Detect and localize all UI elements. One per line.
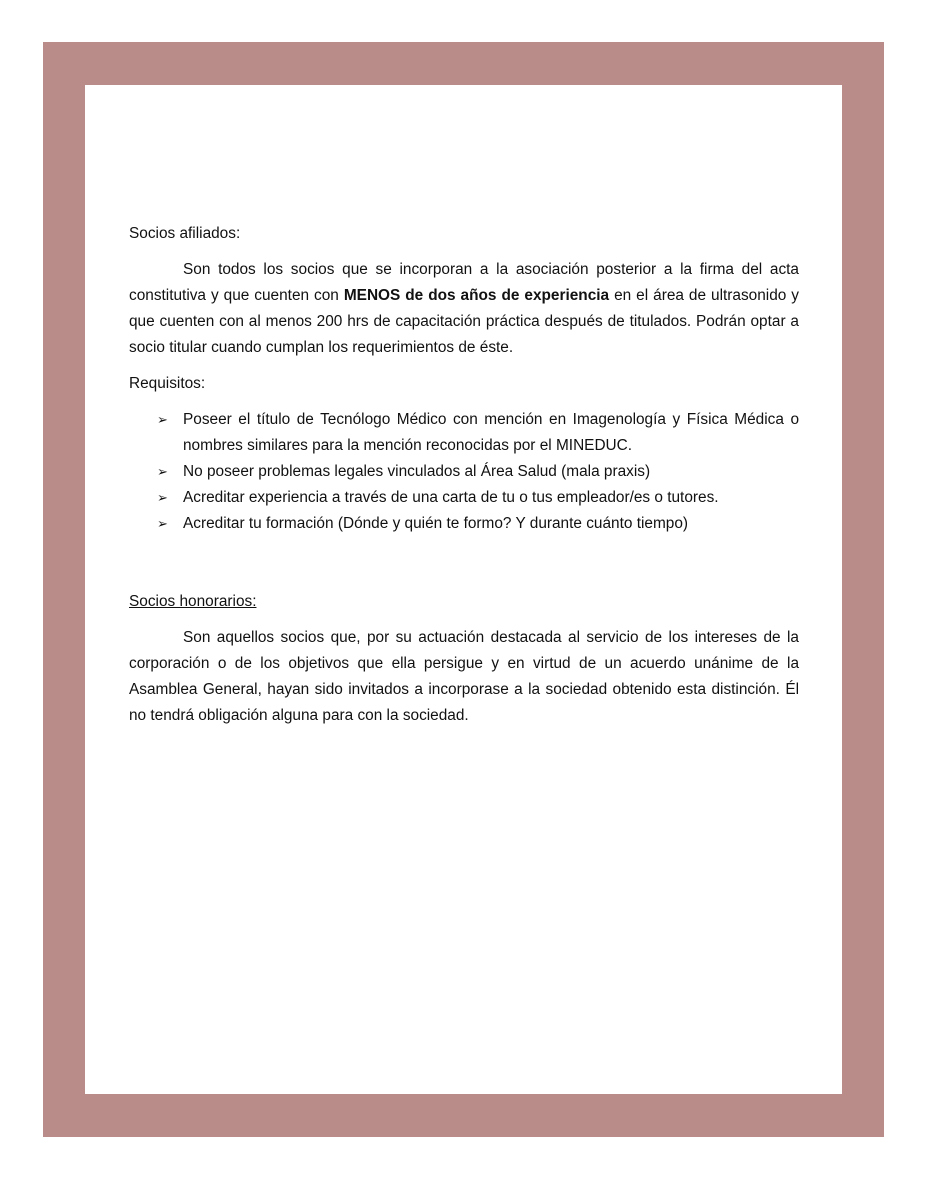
page-inner — [85, 85, 842, 1094]
page-border-frame — [43, 42, 884, 1137]
socios-honorarios-heading: Socios honorarios: — [129, 593, 257, 610]
requisitos-list — [129, 407, 799, 537]
socios-afiliados-paragraph: Son todos los socios que se incorporan a la asociación posterior a la firma del acta constitutiva y que cuenten con MENOS de dos años de experiencia en el área de ultrasonido y que cuenten con al menos 200 hrs de capacitación práctica después de titulados. Podrán optar a socio titular cuando cumplan los requerimientos de éste. — [129, 261, 799, 356]
arrow-bullet-icon: ➢ — [157, 490, 168, 505]
bold-emphasis: MENOS de dos años de experiencia — [343, 287, 610, 304]
list-item: ➢ Acreditar experiencia a través de una carta de tu o tus empleador/es o tutores. — [129, 485, 799, 511]
requisitos-heading: Requisitos: — [129, 375, 206, 392]
list-item: ➢ No poseer problemas legales vinculados al Área Salud (mala praxis) — [129, 459, 799, 485]
socios-honorarios-paragraph: Son aquellos socios que, por su actuación destacada al servicio de los intereses de la corporación o de los objetivos que ella persigue y en virtud de un acuerdo unánime de la Asamblea General, hayan sido invitados a incorporase a la sociedad obtenido esta distinción. Él no tendrá obligación alguna para con la sociedad. — [129, 629, 799, 724]
document-body — [129, 221, 799, 729]
socios-afiliados-heading: Socios afiliados: — [129, 225, 241, 242]
list-item: ➢ Acreditar tu formación (Dónde y quién te formo? Y durante cuánto tiempo) — [129, 511, 799, 537]
arrow-bullet-icon: ➢ — [157, 464, 168, 479]
arrow-bullet-icon: ➢ — [157, 516, 168, 531]
list-item: ➢ Poseer el título de Tecnólogo Médico con mención en Imagenología y Física Médica o nombres similares para la mención reconocidas por el MINEDUC. — [129, 407, 799, 459]
arrow-bullet-icon: ➢ — [157, 412, 168, 427]
